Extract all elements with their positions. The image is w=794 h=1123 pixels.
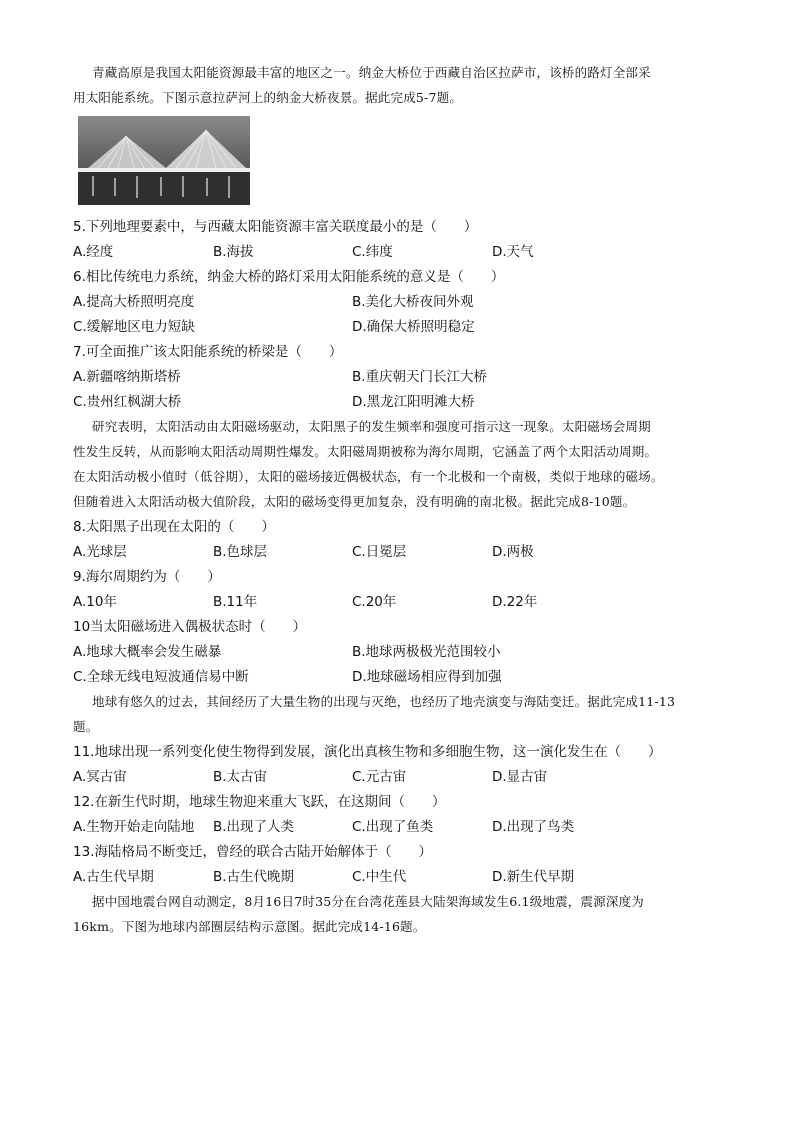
q7-stem: 7.可全面推广该太阳能系统的桥梁是（ ） [73,344,343,360]
q9-stem: 9.海尔周期约为（ ） [73,569,221,585]
q12-stem: 12.在新生代时期，地球生物迎来重大飞跃，在这期间（ ） [73,794,446,810]
q11-option-c: C.元古宙 [352,769,407,785]
q13-stem: 13.海陆格局不断变迁，曾经的联合古陆开始解体于（ ） [73,844,432,860]
q12-option-a: A.生物开始走向陆地 [73,819,195,835]
q10-option-b: B.地球两极极光范围较小 [352,644,501,660]
passage-2-line-1: 研究表明，太阳活动由太阳磁场驱动，太阳黑子的发生频率和强度可指示这一现象。太阳磁场会周期 [92,419,651,434]
passage-2-line-4: 但随着进入太阳活动极大值阶段，太阳的磁场变得更加复杂，没有明确的南北极。据此完成8-10题。 [73,494,636,509]
q11-option-a: A.冥古宙 [73,769,127,785]
najin-bridge-night-photo [78,116,250,205]
q6-stem: 6.相比传统电力系统，纳金大桥的路灯采用太阳能系统的意义是（ ） [73,269,505,285]
q5-option-a: A.经度 [73,244,114,260]
q8-option-c: C.日冕层 [352,544,407,560]
q6-option-d: D.确保大桥照明稳定 [352,319,475,335]
q8-option-a: A.光球层 [73,544,127,560]
q5-option-c: C.纬度 [352,244,393,260]
q6-option-c: C.缓解地区电力短缺 [73,319,195,335]
passage-4-line-1: 据中国地震台网自动测定，8月16日7时35分在台湾花莲县大陆架海域发生6.1级地震，震源深度为 [92,894,644,909]
q12-option-b: B.出现了人类 [213,819,295,835]
passage-2-line-3: 在太阳活动极小值时（低谷期），太阳的磁场接近偶极状态，有一个北极和一个南极，类似于地球的磁场。 [73,469,664,484]
q7-option-a: A.新疆喀纳斯塔桥 [73,369,181,385]
q6-option-b: B.美化大桥夜间外观 [352,294,474,310]
q11-option-d: D.显古宙 [492,769,548,785]
q9-option-a: A.10年 [73,594,117,610]
q5-option-b: B.海拔 [213,244,254,260]
q7-option-c: C.贵州红枫湖大桥 [73,394,182,410]
q9-option-c: C.20年 [352,594,397,610]
passage-2-line-2: 性发生反转，从而影响太阳活动周期性爆发。太阳磁周期被称为海尔周期，它涵盖了两个太阳活动周期。 [73,444,658,459]
q8-option-d: D.两极 [492,544,534,560]
bridge-illustration [78,116,250,205]
q8-option-b: B.色球层 [213,544,268,560]
q7-option-d: D.黑龙江阳明滩大桥 [352,394,475,410]
q11-stem: 11.地球出现一系列变化使生物得到发展，演化出真核生物和多细胞生物，这一演化发生在（ ） [73,744,662,760]
q8-stem: 8.太阳黑子出现在太阳的（ ） [73,519,275,535]
passage-4-line-2: 16km。下图为地球内部圈层结构示意图。据此完成14-16题。 [73,919,426,934]
passage-3-line-1: 地球有悠久的过去，其间经历了大量生物的出现与灭绝，也经历了地壳演变与海陆变迁。据此完成11-13 [92,694,676,709]
q10-option-a: A.地球大概率会发生磁暴 [73,644,222,660]
q12-option-c: C.出现了鱼类 [352,819,434,835]
q11-option-b: B.太古宙 [213,769,268,785]
q13-option-b: B.古生代晚期 [213,869,295,885]
q5-option-d: D.天气 [492,244,534,260]
q6-option-a: A.提高大桥照明亮度 [73,294,195,310]
q9-option-b: B.11年 [213,594,258,610]
q7-option-b: B.重庆朝天门长江大桥 [352,369,488,385]
passage-1-line-2: 用太阳能系统。下图示意拉萨河上的纳金大桥夜景。据此完成5-7题。 [73,90,463,105]
q5-stem: 5.下列地理要素中，与西藏太阳能资源丰富关联度最小的是（ ） [73,219,478,235]
q10-option-d: D.地球磁场相应得到加强 [352,669,502,685]
q10-option-c: C.全球无线电短波通信易中断 [73,669,249,685]
q9-option-d: D.22年 [492,594,538,610]
q12-option-d: D.出现了鸟类 [492,819,575,835]
passage-3-line-2: 题。 [73,719,99,734]
q13-option-d: D.新生代早期 [492,869,575,885]
q13-option-a: A.古生代早期 [73,869,154,885]
q13-option-c: C.中生代 [352,869,407,885]
q10-stem: 10当太阳磁场进入偶极状态时（ ） [73,619,307,635]
passage-1-line-1: 青藏高原是我国太阳能资源最丰富的地区之一。纳金大桥位于西藏自治区拉萨市，该桥的路灯全部采 [92,65,651,80]
